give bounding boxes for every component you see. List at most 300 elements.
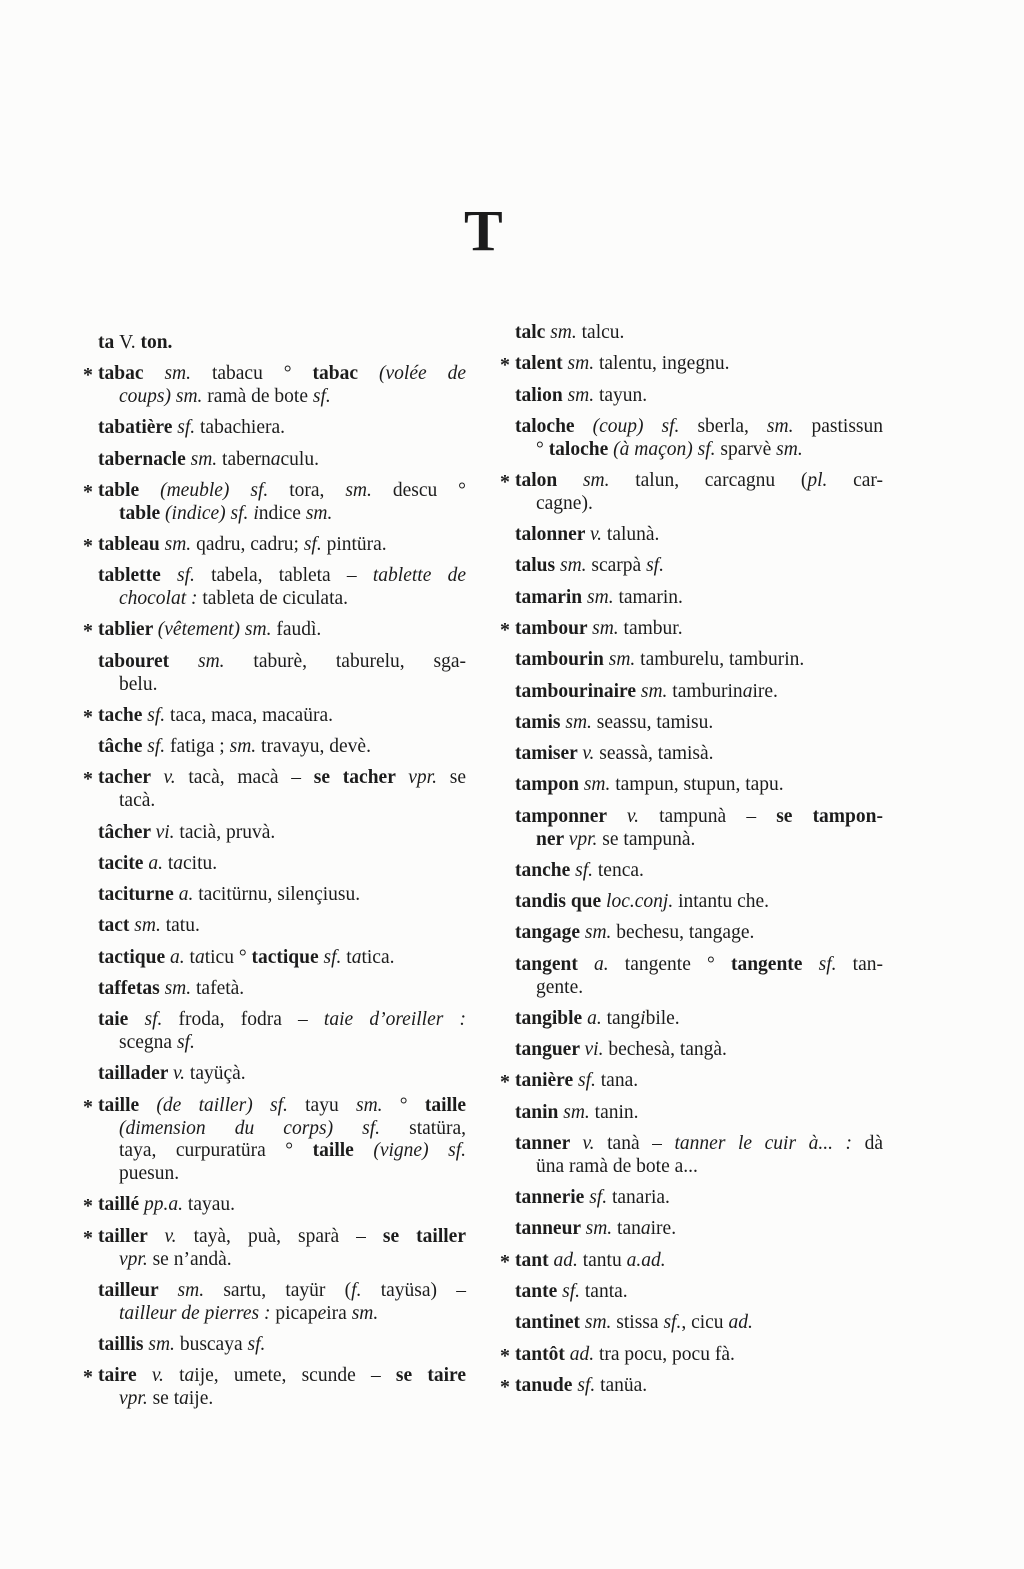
entry-line <box>98 449 466 472</box>
entry-line <box>98 363 466 386</box>
entry-line <box>515 1281 883 1304</box>
text-run-italic: a. <box>170 946 190 968</box>
text-run: tan <box>617 1218 641 1240</box>
text-run: t <box>167 852 174 874</box>
text-run: tantu <box>582 1249 627 1271</box>
text-run-italic: sm. <box>345 479 393 501</box>
dictionary-entry <box>500 1374 883 1398</box>
text-run: tanaria. <box>611 1187 670 1209</box>
text-run-bold: tanière <box>515 1070 578 1092</box>
entry-line <box>98 1163 466 1186</box>
text-run-italic: sf. <box>577 1374 601 1396</box>
text-run-italic: sf. <box>575 859 598 881</box>
dictionary-entry <box>500 1343 883 1367</box>
entry-line <box>98 790 466 813</box>
entry-line <box>98 1249 466 1272</box>
text-run-italic: v. <box>172 1063 190 1085</box>
entry-line <box>98 503 466 526</box>
dictionary-entry <box>515 416 883 462</box>
text-run-italic: chocolat : <box>119 588 203 610</box>
star-marker: * <box>500 354 510 377</box>
text-run: tayüsa) – <box>380 1279 467 1301</box>
text-run: cagne). <box>536 492 593 514</box>
text-run-italic: (volée de <box>379 363 466 385</box>
text-run-bold: tanche <box>515 859 576 881</box>
text-run-bold: tabac <box>98 363 165 385</box>
entry-line <box>98 947 466 970</box>
text-run-italic: taie d’oreiller : <box>323 1009 466 1031</box>
text-run: sberla, <box>697 415 767 437</box>
dictionary-entry <box>515 524 883 547</box>
dictionary-entry <box>98 417 466 440</box>
text-run-italic: sm. <box>559 555 592 577</box>
text-run: tayun. <box>598 384 648 406</box>
text-run-italic: sm. <box>608 649 641 671</box>
text-run: tafetà. <box>196 978 245 1000</box>
star-marker: * <box>500 1250 510 1273</box>
text-run: travayu, devè. <box>261 736 371 758</box>
text-run: tang <box>606 1007 641 1029</box>
entry-line <box>98 480 466 503</box>
dictionary-entry <box>98 1280 466 1326</box>
entry-line <box>515 806 883 829</box>
text-run-bold: tanneur <box>515 1218 586 1240</box>
text-run-italic: sf. <box>177 565 212 587</box>
text-run: dà <box>864 1133 884 1155</box>
right-column <box>500 322 884 1406</box>
text-run-italic: sm. <box>198 650 254 672</box>
text-run: tampun, stupun, tapu. <box>615 774 784 796</box>
text-run-italic: (indice) sf. <box>165 502 254 524</box>
dictionary-entry <box>515 1133 883 1179</box>
text-run: buscaya <box>179 1333 248 1355</box>
dictionary-entry <box>515 681 883 704</box>
star-marker: * <box>500 1375 510 1398</box>
entry-line <box>98 417 466 440</box>
text-run-bold: tanin <box>515 1101 564 1123</box>
text-run-italic: sm. <box>148 1333 180 1355</box>
entry-line <box>98 565 466 588</box>
text-run-bold: tangible <box>515 1007 588 1029</box>
dictionary-entry <box>98 915 466 938</box>
text-run-italic: tanner le cuir à... : <box>674 1133 865 1155</box>
text-run: tamburin <box>672 680 743 702</box>
text-run-bold: tantôt <box>515 1343 570 1365</box>
text-run: tabern <box>222 448 271 470</box>
text-run-bold: se tailler <box>382 1225 466 1247</box>
text-run-italic: a <box>184 1365 195 1387</box>
entry-line <box>98 978 466 1001</box>
text-run-bold: tact <box>98 915 135 937</box>
text-run-bold: tangente <box>730 953 819 975</box>
text-run: tambur. <box>623 617 683 639</box>
dictionary-entry <box>98 651 466 697</box>
star-marker: * <box>83 1095 93 1118</box>
text-run: talentu, ingegnu. <box>598 353 730 375</box>
text-run-italic: sm. <box>177 1279 224 1301</box>
dictionary-entry <box>500 617 883 641</box>
text-run-bold: table <box>119 502 166 524</box>
dictionary-entry <box>515 1187 883 1210</box>
text-run-bold: tamis <box>515 711 566 733</box>
entry-line <box>515 1218 883 1241</box>
dictionary-entry <box>515 922 883 945</box>
entry-line <box>515 977 883 1000</box>
text-run: tra pocu, pocu fà. <box>598 1343 735 1365</box>
text-run-bold: tache <box>98 704 148 726</box>
entry-line <box>515 1133 883 1156</box>
dictionary-entry <box>515 712 883 735</box>
text-run-italic: ad. <box>569 1343 599 1365</box>
text-run: tan- <box>852 953 883 975</box>
text-run: seassà, tamisà. <box>599 743 714 765</box>
dictionary-entry <box>515 1218 883 1241</box>
text-run: taca, maca, macaüra. <box>170 704 333 726</box>
text-run: intantu che. <box>678 891 770 913</box>
text-run-bold: talon <box>515 469 583 491</box>
text-run-italic: sm. <box>640 680 673 702</box>
entry-line <box>515 1375 883 1398</box>
text-run-bold: talion <box>515 384 568 406</box>
text-run-italic: (à maçon) sf. <box>613 438 721 460</box>
star-marker: * <box>83 768 93 791</box>
text-run: descu ° <box>392 479 466 501</box>
entry-line <box>515 493 883 516</box>
dictionary-entry <box>500 353 883 377</box>
entry-line <box>515 1008 883 1031</box>
text-run-bold: talc <box>515 322 551 343</box>
text-run: picap <box>275 1302 318 1324</box>
star-marker: * <box>500 470 510 493</box>
text-run: se tampunà. <box>602 828 696 850</box>
text-run-italic: a. <box>594 953 625 975</box>
dictionary-entry <box>515 385 883 408</box>
text-run: tamarin. <box>618 586 683 608</box>
text-run: tangente ° <box>624 953 731 975</box>
text-run: tayau. <box>187 1194 236 1216</box>
text-run-bold: tablier <box>98 619 158 641</box>
text-run-italic: vpr. <box>119 1248 153 1270</box>
text-run-italic: v. <box>582 743 600 765</box>
text-run-bold: tambourin <box>515 649 609 671</box>
text-run-italic: a.ad. <box>626 1249 666 1271</box>
entry-line <box>98 1226 466 1249</box>
text-run-italic: (dimension du corps) sf. <box>119 1117 410 1139</box>
text-run: qadru, cadru; <box>196 534 304 556</box>
text-run: tableta de ciculata. <box>202 588 349 610</box>
dictionary-entry <box>515 954 883 1000</box>
entry-line <box>515 860 883 883</box>
dictionary-entry <box>500 1249 883 1273</box>
dictionary-entry <box>98 332 466 355</box>
text-run: tacitürnu, silençiusu. <box>198 884 361 906</box>
text-run: üna ramà de bote a... <box>536 1155 698 1177</box>
text-run-italic: sf. <box>562 1281 585 1302</box>
entry-line <box>98 1365 466 1388</box>
text-run-italic: sm. <box>585 1218 618 1240</box>
dictionary-entry <box>515 1102 883 1125</box>
entry-line <box>98 736 466 759</box>
section-letter: T <box>464 198 503 263</box>
text-run-italic: e <box>317 1302 327 1324</box>
text-run-bold: tannerie <box>515 1187 590 1209</box>
text-run: tabachiera. <box>200 417 285 439</box>
text-run-bold: se taire <box>395 1365 466 1387</box>
text-run-bold: taillis <box>98 1333 149 1355</box>
text-run-italic: sf. <box>818 953 853 975</box>
text-run: tora, <box>289 479 346 501</box>
text-run-italic: tailleur de pierres : <box>119 1302 276 1324</box>
entry-line <box>98 651 466 674</box>
text-run: ije, umete, scunde – <box>194 1365 396 1387</box>
text-run-italic: pp.a. <box>144 1194 188 1216</box>
text-run-bold: tandis que <box>515 891 607 913</box>
text-run: t <box>179 1365 185 1387</box>
entry-line <box>515 1187 883 1210</box>
text-run-bold: tabouret <box>98 650 198 672</box>
text-run-bold: tanguer <box>515 1039 585 1061</box>
text-run: talunà. <box>606 524 660 546</box>
text-run-italic: sm. <box>190 448 223 470</box>
dictionary-entry <box>98 978 466 1001</box>
text-run: V. <box>119 332 141 353</box>
text-run: se t <box>152 1387 180 1409</box>
text-run-italic: sf. <box>663 1312 682 1334</box>
text-run: ndice <box>258 502 306 524</box>
entry-line <box>98 1388 466 1411</box>
star-marker: * <box>500 1344 510 1367</box>
text-run-italic: pl. <box>807 469 854 491</box>
text-run-italic: sm. <box>584 922 617 944</box>
text-run-italic: tablette de <box>372 565 466 587</box>
star-marker: * <box>83 364 93 387</box>
text-run-italic: sf. <box>646 555 664 577</box>
dictionary-entry <box>515 743 883 766</box>
entry-line <box>515 681 883 704</box>
text-run-italic: sf. <box>176 1032 195 1054</box>
text-run-italic: sm. <box>550 322 582 343</box>
text-run: tamburelu, tamburin. <box>640 649 805 671</box>
text-run: ije. <box>188 1387 214 1409</box>
text-run-italic: loc.conj. <box>606 891 679 913</box>
text-run-bold: tangent <box>515 953 594 975</box>
text-run-italic: sf. <box>578 1070 601 1092</box>
text-run: tenca. <box>597 859 644 881</box>
text-run-bold: taillader <box>98 1063 173 1085</box>
text-run: tatu. <box>165 915 200 937</box>
text-run-italic: sm. <box>776 438 803 460</box>
text-run-italic: sf. <box>312 386 331 408</box>
text-run: puesun. <box>119 1163 180 1185</box>
text-run: ramà de bote <box>207 386 313 408</box>
text-run: gente. <box>536 976 584 998</box>
text-run-italic: sf. <box>144 1009 179 1031</box>
entry-line <box>515 322 883 345</box>
text-run-italic: sm. <box>229 736 262 758</box>
text-run: taburè, taburelu, sga- <box>253 650 466 672</box>
text-run-bold: taie <box>98 1009 145 1031</box>
dictionary-entry <box>83 363 466 409</box>
text-run: tica. <box>361 946 395 968</box>
text-run: t <box>346 946 352 968</box>
text-run-italic: sf. <box>303 534 327 556</box>
text-run: tacà, macà – <box>188 767 314 789</box>
text-run-italic: vpr. <box>119 1387 153 1409</box>
text-run: tabacu ° <box>211 363 313 385</box>
text-run-italic: sm. <box>565 711 597 733</box>
star-marker: * <box>83 1226 93 1249</box>
entry-line <box>98 767 466 790</box>
text-run-italic: i <box>253 502 259 524</box>
entry-line <box>515 555 883 578</box>
text-run-italic: ad. <box>728 1312 753 1334</box>
text-run: tayà, puà, sparà – <box>193 1225 383 1247</box>
text-run-italic: v. <box>151 1365 180 1387</box>
text-run-italic: sm. <box>567 353 599 375</box>
text-run-bold: tablette <box>98 565 178 587</box>
entry-line <box>98 853 466 876</box>
text-run: bechesà, tangà. <box>608 1039 727 1061</box>
text-run-italic: (coup) sf. <box>592 415 698 437</box>
text-run-bold: taille <box>312 1140 374 1162</box>
text-run-italic: sm. <box>587 586 619 608</box>
entry-line <box>515 1344 883 1367</box>
text-run-bold: tantinet <box>515 1312 585 1334</box>
entry-line <box>98 534 466 557</box>
dictionary-entry <box>515 587 883 610</box>
entry-line <box>515 954 883 977</box>
text-run-bold: tant <box>515 1249 554 1271</box>
entry-line <box>98 1280 466 1303</box>
entry-line <box>515 712 883 735</box>
star-marker: * <box>83 620 93 643</box>
dictionary-entry <box>515 649 883 672</box>
dictionary-entry <box>515 1312 883 1335</box>
entry-line <box>515 829 883 852</box>
text-run-italic: sf. <box>147 704 171 726</box>
text-run: belu. <box>119 673 158 695</box>
dictionary-entry <box>98 449 466 472</box>
entry-line <box>515 439 883 462</box>
text-run-italic: sm. <box>567 384 599 406</box>
star-marker: * <box>83 1366 93 1389</box>
text-run-bold: tableau <box>98 534 165 556</box>
text-run: tacià, pruvà. <box>179 821 276 843</box>
text-run: t <box>189 946 195 968</box>
text-run-bold: taillé <box>98 1194 145 1216</box>
dictionary-entry <box>83 1194 466 1218</box>
text-run-italic: a <box>173 852 184 874</box>
dictionary-entry <box>98 853 466 876</box>
dictionary-entry <box>98 1334 466 1357</box>
dictionary-entry <box>98 565 466 611</box>
text-run-italic: sm. <box>164 978 197 1000</box>
dictionary-entry <box>515 806 883 852</box>
text-run-bold: taffetas <box>98 978 165 1000</box>
left-column <box>83 332 467 1419</box>
text-run-italic: a <box>742 680 753 702</box>
text-run-italic: a <box>640 1218 651 1240</box>
text-run-italic: sm. <box>305 502 333 524</box>
text-run: tayüçà. <box>189 1063 246 1085</box>
entry-line <box>98 588 466 611</box>
text-run: citu. <box>183 852 218 874</box>
text-run-italic: sm. <box>766 415 812 437</box>
text-run: statüra, <box>409 1117 466 1139</box>
text-run: pintüra. <box>326 534 387 556</box>
dictionary-entry <box>83 479 466 526</box>
text-run-italic: vi. <box>155 821 180 843</box>
star-marker: * <box>500 618 510 641</box>
text-run-bold: tampon <box>515 774 584 796</box>
text-run-bold: talent <box>515 353 568 375</box>
text-run-italic: sf. <box>323 946 347 968</box>
text-run: tampunà – <box>659 805 777 827</box>
dictionary-entry <box>83 534 466 558</box>
entry-line <box>98 1118 466 1141</box>
text-run-bold: ta <box>98 332 120 353</box>
text-run-bold: tâche <box>98 736 148 758</box>
text-run-bold: tabernacle <box>98 448 191 470</box>
text-run-bold: se tampon- <box>776 805 883 827</box>
entry-line <box>98 332 466 355</box>
text-run-italic: sm. <box>134 915 166 937</box>
text-run-italic: (meuble) sf. <box>160 479 290 501</box>
entry-line <box>98 1009 466 1032</box>
text-run-italic: a. <box>587 1007 607 1029</box>
entry-line <box>515 385 883 408</box>
dictionary-entry <box>98 1009 466 1055</box>
entry-line <box>98 386 466 409</box>
entry-line <box>515 416 883 439</box>
dictionary-entry <box>83 704 466 728</box>
star-marker: * <box>83 705 93 728</box>
text-run-bold: talonner <box>515 524 590 546</box>
entry-line <box>515 649 883 672</box>
entry-line <box>515 470 883 493</box>
text-run-italic: sm. <box>563 1101 595 1123</box>
text-run-italic: sm. <box>164 363 212 385</box>
dictionary-entry <box>98 822 466 845</box>
text-run-italic: vpr. <box>568 828 603 850</box>
text-run-bold: tanner <box>515 1133 583 1155</box>
dictionary-entry <box>83 1365 466 1411</box>
entry-line <box>515 1039 883 1062</box>
text-run-italic: sm. <box>164 534 197 556</box>
entry-line <box>98 884 466 907</box>
entry-line <box>98 915 466 938</box>
text-run-italic: sm. <box>584 1312 617 1334</box>
entry-line <box>515 1312 883 1335</box>
dictionary-entry <box>515 1039 883 1062</box>
entry-line <box>515 618 883 641</box>
text-run-italic: a. <box>148 852 168 874</box>
text-run-bold: tamarin <box>515 586 588 608</box>
text-run: culu. <box>280 448 319 470</box>
entry-line <box>98 1032 466 1055</box>
text-run-italic: vi. <box>584 1039 609 1061</box>
text-run-bold: taire <box>98 1365 152 1387</box>
entry-line <box>98 1334 466 1357</box>
text-run: faudì. <box>276 619 322 641</box>
text-run-bold: tacite <box>98 852 149 874</box>
dictionary-entry <box>98 947 466 970</box>
text-run: fatiga ; <box>170 736 230 758</box>
entry-line <box>515 743 883 766</box>
text-run-bold: se tacher <box>313 767 409 789</box>
text-run-bold: tailler <box>98 1225 165 1247</box>
text-run: ° <box>399 1094 425 1116</box>
